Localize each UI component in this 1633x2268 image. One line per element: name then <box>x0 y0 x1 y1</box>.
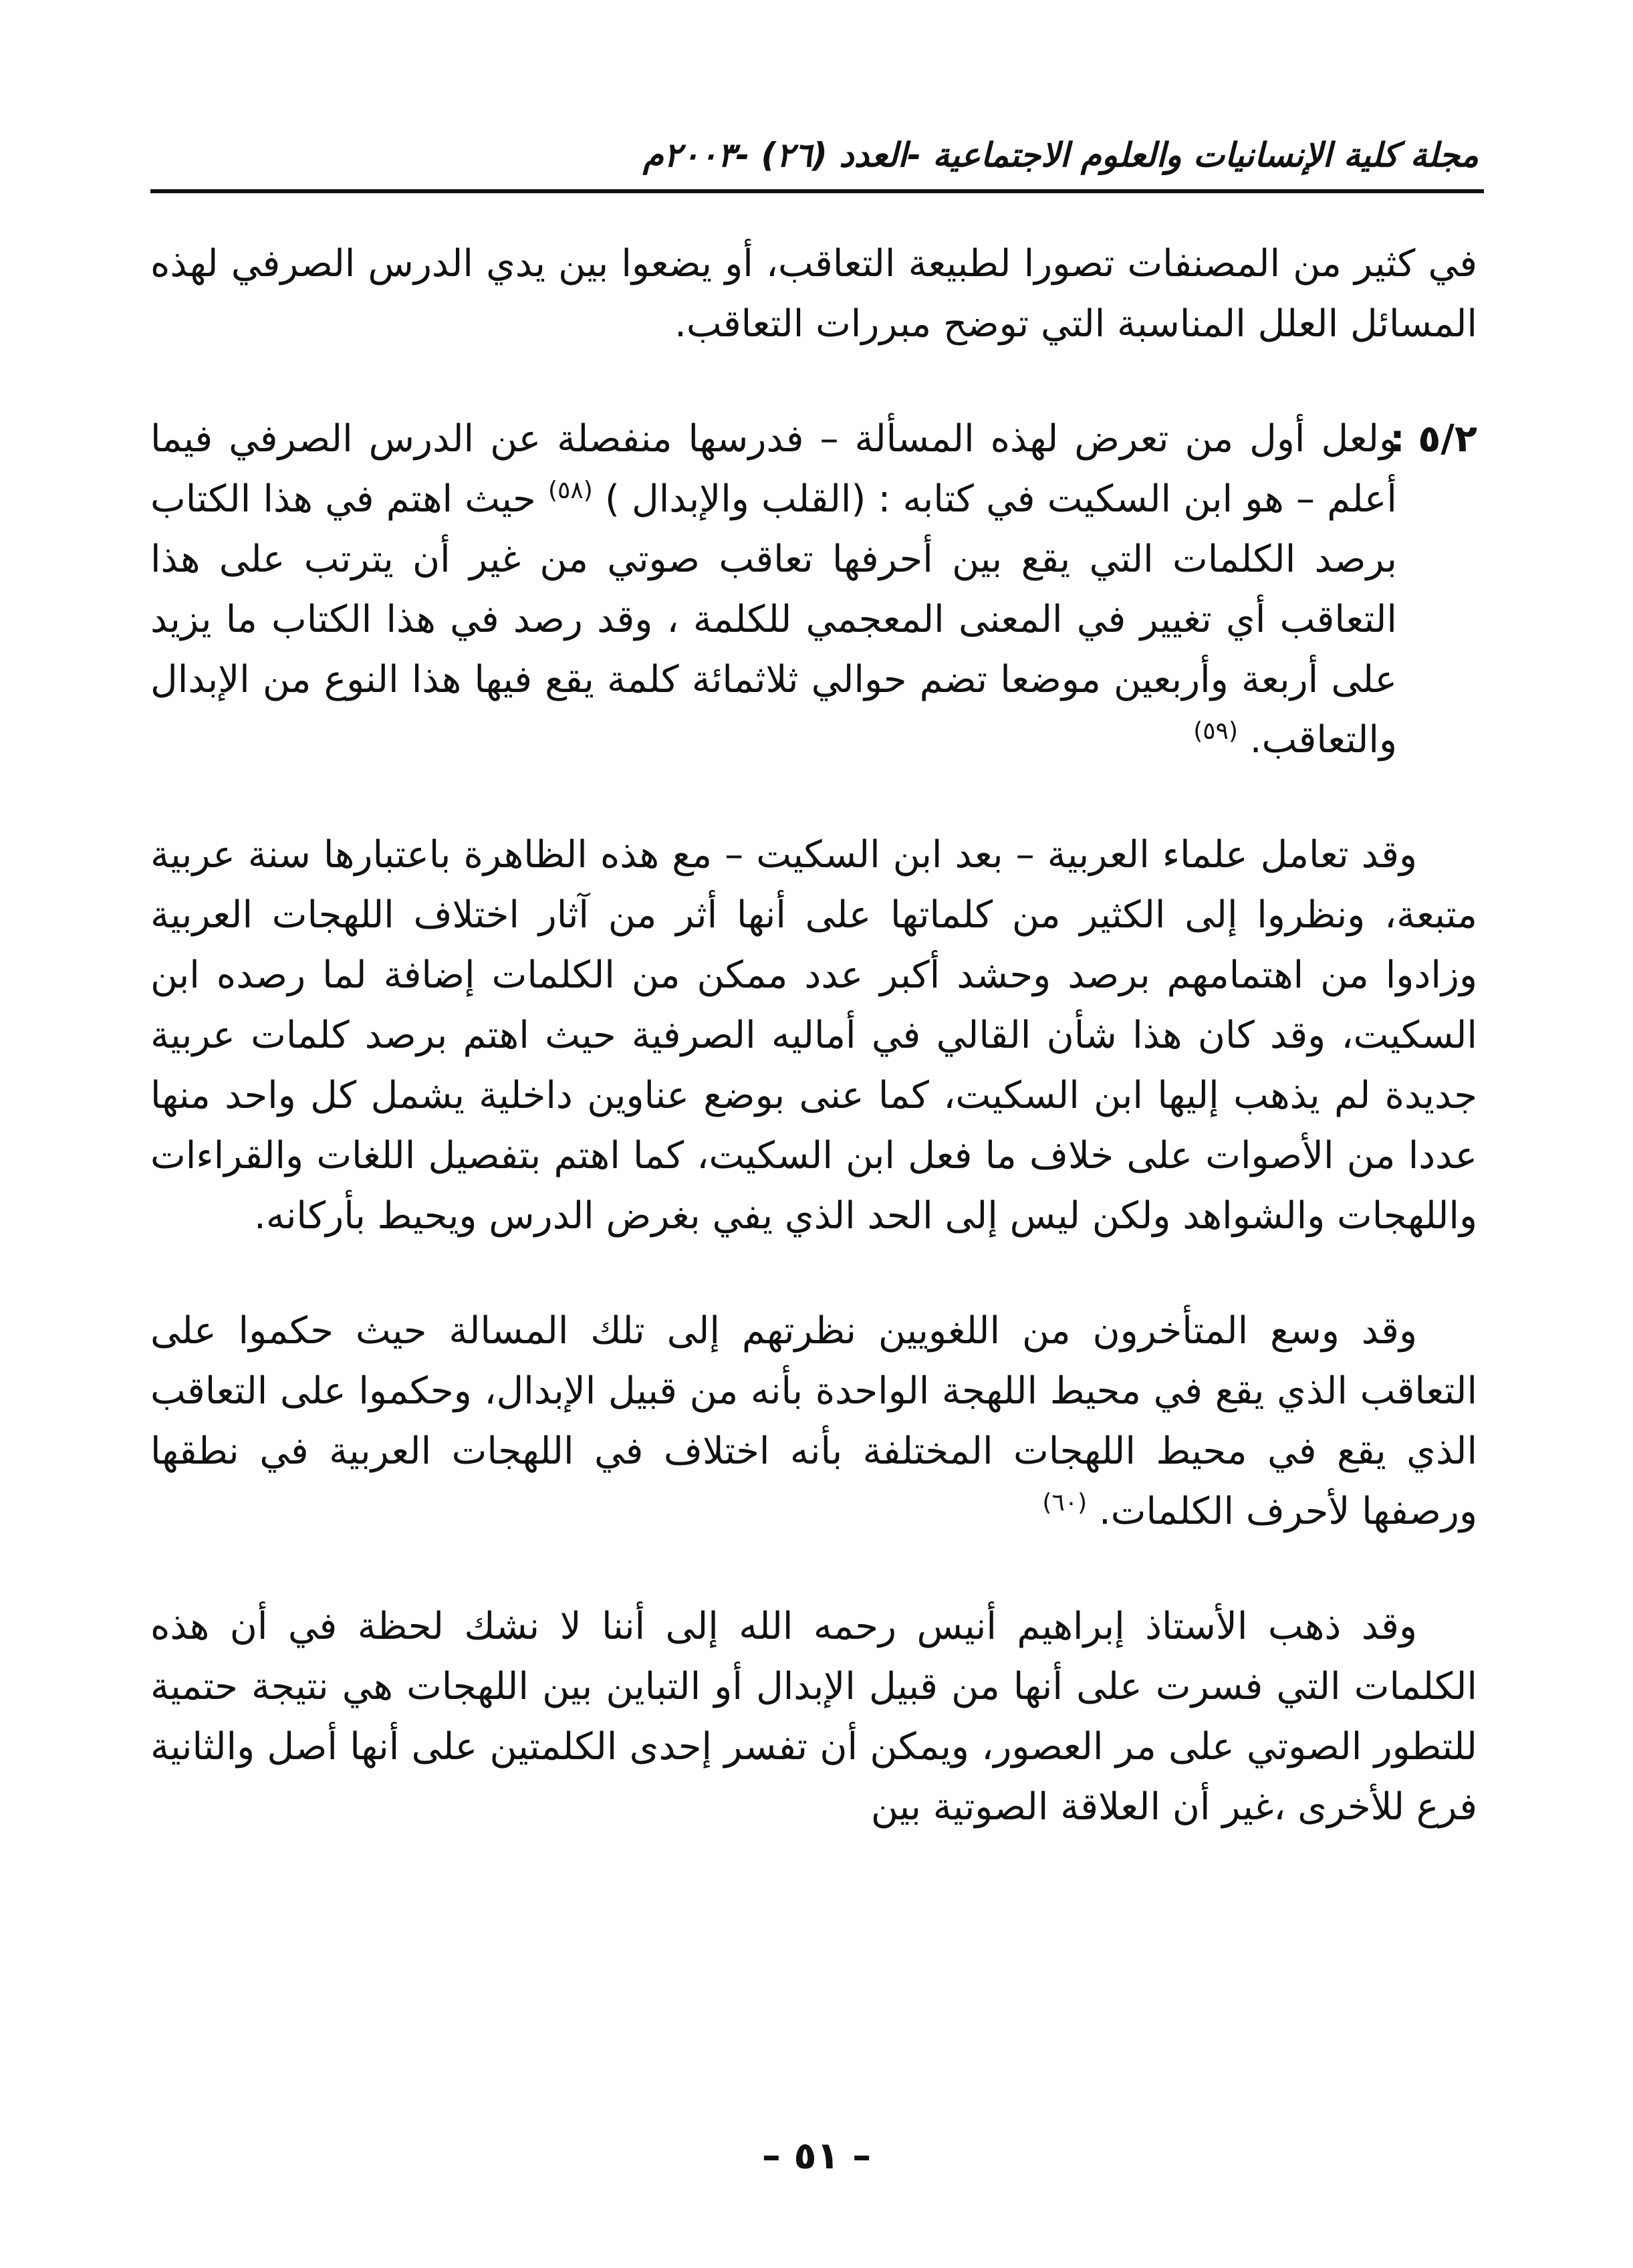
paragraph-2-text-b: حيث اهتم في هذا الكتاب برصد الكلمات التي يقع بين أحرفها تعاقب صوتي من غير أن يترتب على هذا التعاقب أي تغيير في المعنى المعجمي للكلمة ، وقد رصد في هذا الكتاب ما يزيد على أربعة وأربعين موضعا تضم حوالي ثلاثمائة كلمة يقع فيها هذا النوع من الإبدال والتعاقب. <box>150 477 1397 762</box>
page-number: – ٥١ – <box>761 2134 872 2178</box>
paragraph-gap <box>150 1246 1477 1301</box>
paragraph-gap <box>150 354 1477 409</box>
paragraph-gap <box>150 770 1477 825</box>
numbered-paragraph <box>150 409 1477 770</box>
paragraph-3: وقد تعامل علماء العربية – بعد ابن السكيت – مع هذه الظاهرة باعتبارها سنة عربية متبعة، ونظروا إلى الكثير من كلماتها على أنها أثر من آثار اختلاف اللهجات العربية وزادوا من اهتمامهم برصد وحشد أكبر عدد ممكن من الكلمات إضافة لما رصده ابن السكيت، وقد كان هذا شأن القالي في أماليه الصرفية حيث اهتم برصد كلمات عربية جديدة لم يذهب إليها ابن السكيت، كما عنى بوضع عناوين داخلية يشمل كل واحد منها عددا من الأصوات على خلاف ما فعل ابن السكيت، كما اهتم بتفصيل اللغات والقراءات واللهجات والشواهد ولكن ليس إلى الحد الذي يفي بغرض الدرس ويحيط بأركانه. <box>150 833 1477 1238</box>
footnote-ref-58: (٥٨) <box>547 477 593 504</box>
paragraph-2-text-a: ولعل أول من تعرض لهذه المسألة – فدرسها منفصلة عن الدرس الصرفي فيما أعلم – هو ابن السكيت في كتابه : (القلب والإبدال ) <box>150 417 1397 521</box>
body-text <box>150 234 1477 1837</box>
footnote-ref-60: (٦٠) <box>1042 1489 1088 1516</box>
paragraph-gap <box>150 1542 1477 1597</box>
footnote-ref-59: (٥٩) <box>1193 717 1238 745</box>
journal-title: مجلة كلية الإنسانيات والعلوم الاجتماعية -العدد (٢٦) -٢٠٠٣م <box>642 136 1479 175</box>
running-header <box>157 128 1479 182</box>
paragraph-4-text: وقد وسع المتأخرون من اللغويين نظرتهم إلى تلك المسالة حيث حكموا على التعاقب الذي يقع في محيط اللهجة الواحدة بأنه من قبيل الإبدال، وحكموا على التعاقب الذي يقع في محيط اللهجات المختلفة بأنه اختلاف في اللهجات العربية في نطقها ورصفها لأحرف الكلمات. <box>150 1309 1477 1533</box>
section-number: ٥/٢ : <box>1390 417 1477 461</box>
paragraph-5: وقد ذهب الأستاذ إبراهيم أنيس رحمه الله إلى أننا لا نشك لحظة في أن هذه الكلمات التي فسرت على أنها من قبيل الإبدال أو التباين بين اللهجات هي نتيجة حتمية للتطور الصوتي على مر العصور، ويمكن أن تفسر إحدى الكلمتين على أنها أصل والثانية فرع للأخرى ،غير أن العلاقة الصوتية بين <box>150 1605 1477 1829</box>
header-divider <box>150 189 1484 193</box>
paragraph-2 <box>150 409 1397 770</box>
paragraph-1: في كثير من المصنفات تصورا لطبيعة التعاقب، أو يضعوا بين يدي الدرس الصرفي لهذه المسائل العلل المناسبة التي توضح مبررات التعاقب. <box>150 242 1477 346</box>
paragraph-4 <box>150 1301 1477 1542</box>
